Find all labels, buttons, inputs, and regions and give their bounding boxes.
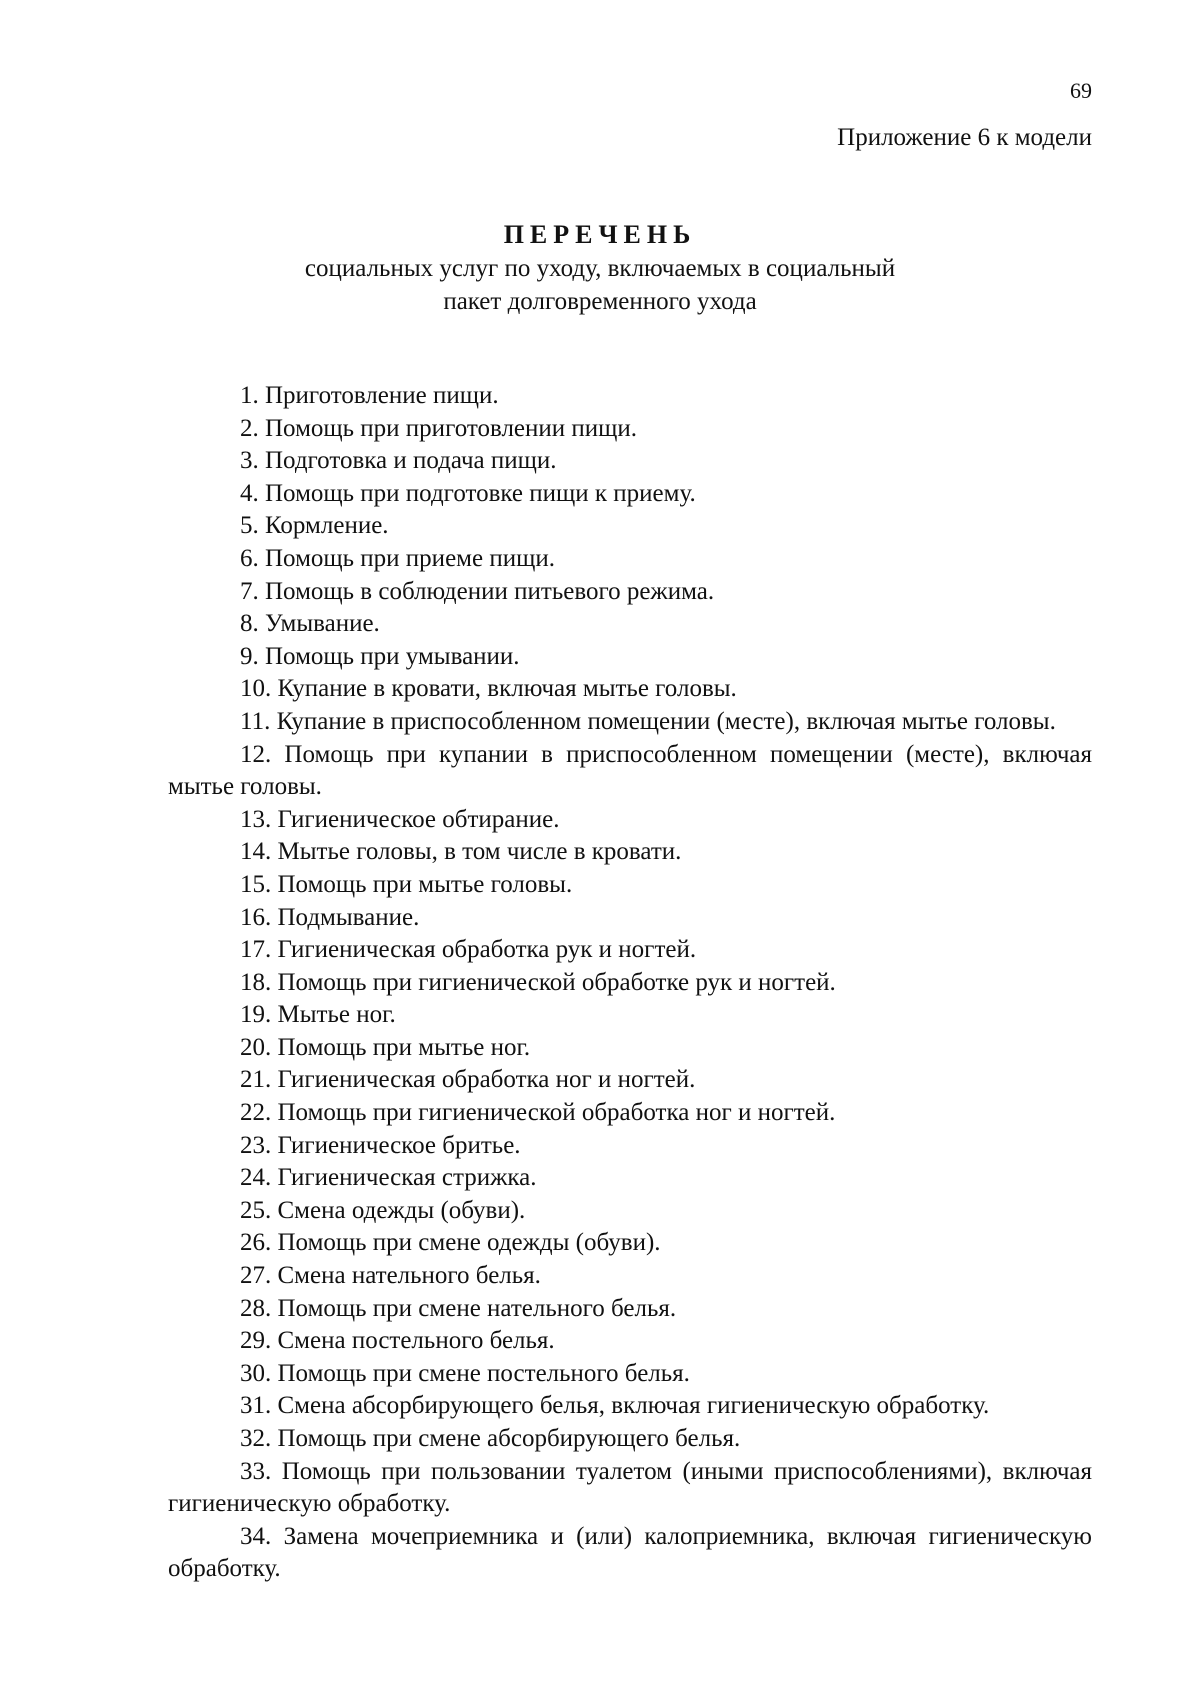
page-number: 69: [1070, 78, 1092, 103]
list-item: 16. Подмывание.: [240, 903, 420, 931]
list-item: 1. Приготовление пищи.: [240, 382, 499, 409]
list-item: 32. Помощь при смене абсорбирующего белья.: [240, 1425, 741, 1452]
list-item: 33. Помощь при пользовании туалетом (иными приспособлениями), включая гигиеническую обработку.: [168, 1457, 1092, 1518]
list-item: 22. Помощь при гигиенической обработка ног и ногтей.: [240, 1099, 836, 1127]
list-item: 11. Купание в приспособленном помещении (месте), включая мытье головы.: [240, 707, 1056, 735]
list-item: 30. Помощь при смене постельного белья.: [240, 1359, 690, 1387]
appendix-label: Приложение 6 к модели: [837, 124, 1092, 151]
list-item: 13. Гигиеническое обтирание.: [240, 805, 560, 833]
list-item: 20. Помощь при мытье ног.: [240, 1033, 531, 1061]
services-list: [168, 380, 1092, 1586]
list-item: 2. Помощь при приготовлении пищи.: [240, 414, 638, 442]
list-item: 17. Гигиеническая обработка рук и ногтей.: [240, 936, 697, 964]
list-item: 3. Подготовка и подача пищи.: [240, 447, 557, 475]
list-item: 4. Помощь при подготовке пищи к приему.: [240, 479, 696, 507]
list-item: 7. Помощь в соблюдении питьевого режима.: [240, 577, 715, 605]
list-item: 29. Смена постельного белья.: [240, 1327, 555, 1355]
list-item: 9. Помощь при умывании.: [240, 642, 520, 670]
list-item: 21. Гигиеническая обработка ног и ногтей.: [240, 1066, 696, 1094]
document-title: ПЕРЕЧЕНЬ: [503, 220, 697, 249]
list-item: 14. Мытье головы, в том числе в кровати.: [240, 838, 682, 866]
list-item: 28. Помощь при смене нательного белья.: [240, 1294, 677, 1322]
list-item: 34. Замена мочеприемника и (или) калоприемника, включая гигиеническую обработку.: [168, 1522, 1092, 1583]
list-item: 25. Смена одежды (обуви).: [240, 1196, 526, 1224]
list-item: 26. Помощь при смене одежды (обуви).: [240, 1229, 661, 1257]
list-item: 6. Помощь при приеме пищи.: [240, 544, 555, 572]
list-item: 19. Мытье ног.: [240, 1001, 396, 1029]
list-item: 10. Купание в кровати, включая мытье головы.: [240, 675, 737, 703]
list-item: 24. Гигиеническая стрижка.: [240, 1164, 537, 1192]
list-item: 15. Помощь при мытье головы.: [240, 870, 573, 898]
document-subtitle-line-1: социальных услуг по уходу, включаемых в социальный: [304, 255, 896, 282]
list-item: 31. Смена абсорбирующего белья, включая гигиеническую обработку.: [240, 1392, 990, 1420]
list-item: 12. Помощь при купании в приспособленном помещении (месте), включая мытье головы.: [168, 740, 1092, 801]
list-item: 8. Умывание.: [240, 610, 380, 638]
list-item: 23. Гигиеническое бритье.: [240, 1131, 521, 1159]
document-subtitle-line-2: пакет долговременного ухода: [443, 288, 757, 315]
list-item: 27. Смена нательного белья.: [240, 1262, 541, 1290]
document-heading: [0, 218, 1200, 318]
list-item: 18. Помощь при гигиенической обработке рук и ногтей.: [240, 968, 836, 996]
list-item: 5. Кормление.: [240, 512, 389, 540]
